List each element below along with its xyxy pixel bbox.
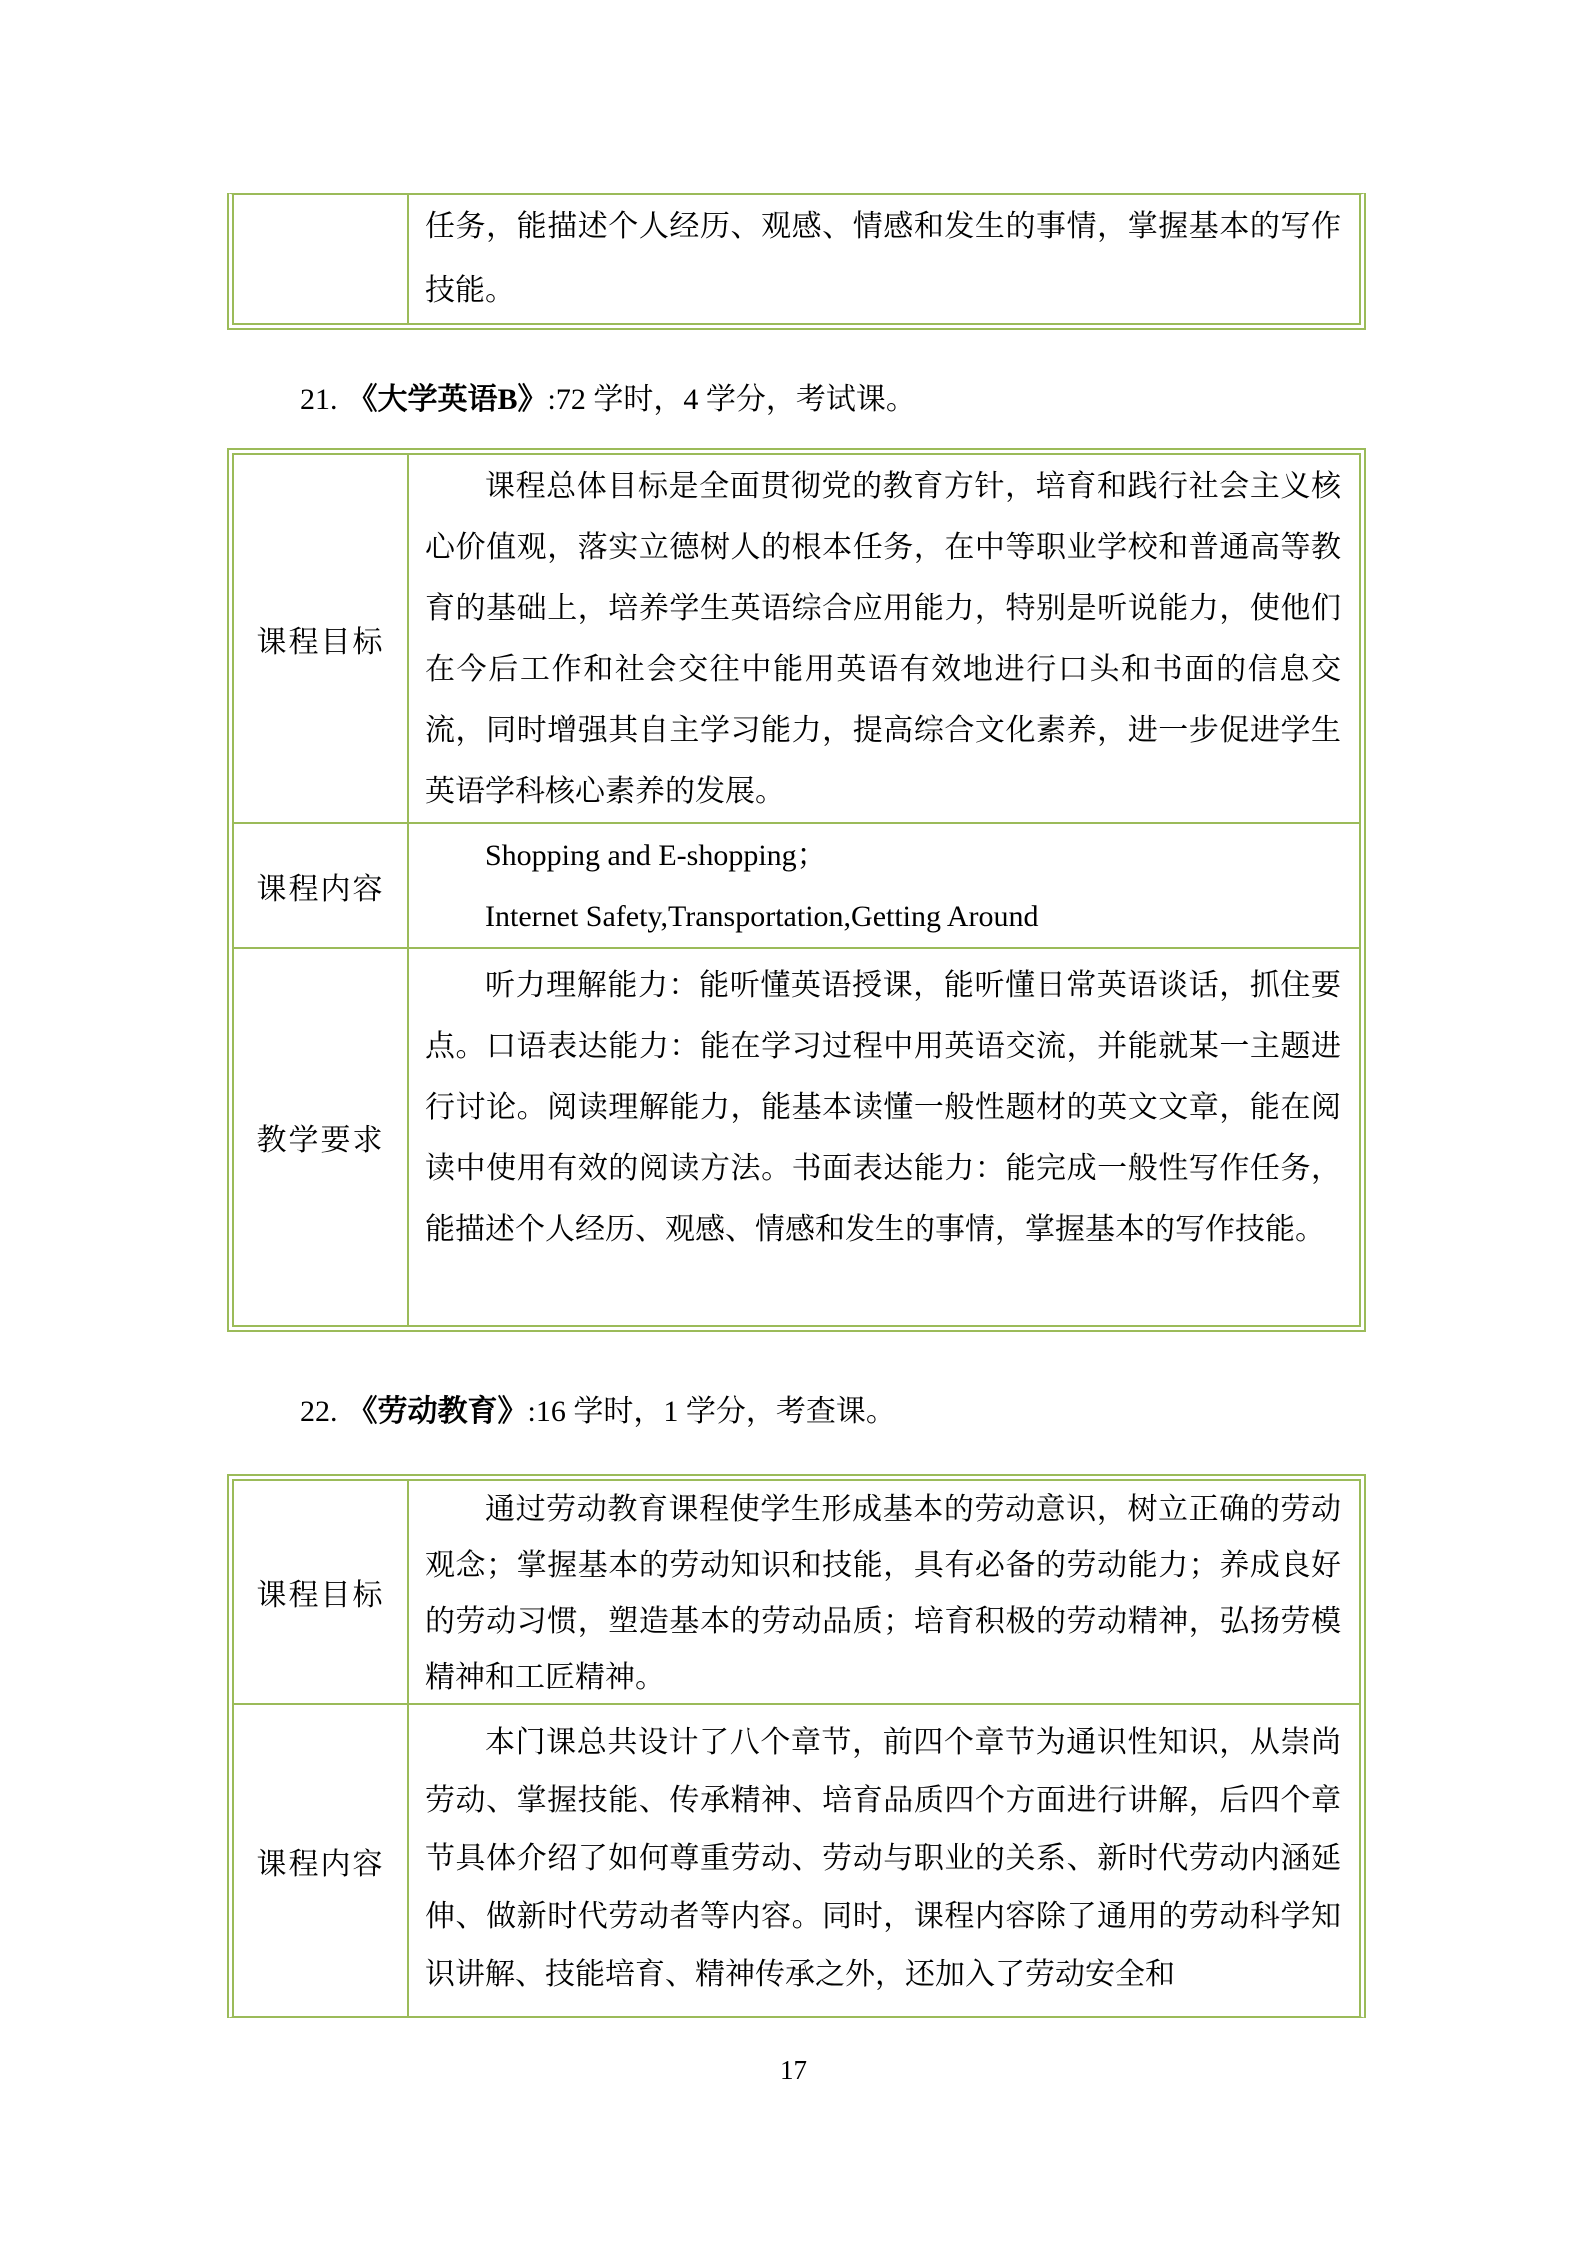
content-cell (409, 455, 1359, 822)
label-course-content: 课程内容 (234, 1705, 409, 2016)
content-cell (409, 195, 1359, 323)
row-course-content (234, 824, 1359, 949)
table-row (234, 195, 1359, 323)
content-cell (409, 949, 1359, 1325)
label-course-goal: 课程目标 (234, 1481, 409, 1703)
row-course-goal (234, 1481, 1359, 1705)
course-content-line-2: Internet Safety,Transportation,Getting Around (485, 900, 1039, 933)
content-cell (409, 1481, 1359, 1703)
label-cell-empty (234, 195, 409, 323)
heading-course-info: :16 学时，1 学分，考查课。 (527, 1395, 896, 1428)
course-table-22 (227, 1474, 1366, 2018)
label-teaching-requirements: 教学要求 (234, 949, 409, 1325)
paragraph-teaching-requirements: 听力理解能力：能听懂英语授课，能听懂日常英语谈话，抓住要点。口语表达能力：能在学习过程中用英语交流，并能就某一主题进行讨论。阅读理解能力，能基本读懂一般性题材的英文文章，能在阅读中使用有效的阅读方法。书面表达能力：能完成一般性写作任务，能描述个人经历、观感、情感和发生的事情，掌握基本的写作技能。 (425, 969, 1341, 1246)
paragraph-continuation: 任务，能描述个人经历、观感、情感和发生的事情，掌握基本的写作技能。 (425, 210, 1341, 307)
content-cell (409, 824, 1359, 947)
heading-course-title: 《劳动教育》 (347, 1395, 528, 1428)
heading-course-title: 《大学英语B》 (347, 383, 548, 416)
row-teaching-requirements (234, 949, 1359, 1325)
row-course-goal (234, 455, 1359, 824)
row-course-content (234, 1705, 1359, 2016)
page-number: 17 (780, 2055, 807, 2085)
heading-number: 21. (300, 383, 338, 416)
label-course-goal: 课程目标 (234, 455, 409, 822)
course-content-line-1: Shopping and E-shopping； (485, 839, 827, 872)
paragraph-course-content: 本门课总共设计了八个章节，前四个章节为通识性知识，从崇尚劳动、掌握技能、传承精神、培育品质四个方面进行讲解，后四个章节具体介绍了如何尊重劳动、劳动与职业的关系、新时代劳动内涵延伸、做新时代劳动者等内容。同时，课程内容除了通用的劳动科学知识讲解、技能培育、精神传承之外，还加入了劳动安全和 (425, 1726, 1341, 1991)
paragraph-course-goal: 通过劳动教育课程使学生形成基本的劳动意识，树立正确的劳动观念；掌握基本的劳动知识和技能，具有必备的劳动能力；养成良好的劳动习惯，塑造基本的劳动品质；培育积极的劳动精神，弘扬劳模精神和工匠精神。 (425, 1493, 1341, 1694)
course-table-21 (227, 448, 1366, 1332)
paragraph-course-goal: 课程总体目标是全面贯彻党的教育方针，培育和践行社会主义核心价值观，落实立德树人的根本任务，在中等职业学校和普通高等教育的基础上，培养学生英语综合应用能力，特别是听说能力，使他们在今后工作和社会交往中能用英语有效地进行口头和书面的信息交流，同时增强其自主学习能力，提高综合文化素养，进一步促进学生英语学科核心素养的发展。 (425, 470, 1341, 808)
heading-number: 22. (300, 1395, 338, 1428)
course-heading-22 (300, 1390, 896, 1434)
table-continuation-fragment (227, 193, 1366, 330)
course-heading-21 (300, 378, 916, 422)
label-course-content: 课程内容 (234, 824, 409, 947)
heading-course-info: :72 学时，4 学分，考试课。 (547, 383, 916, 416)
content-cell (409, 1705, 1359, 2016)
